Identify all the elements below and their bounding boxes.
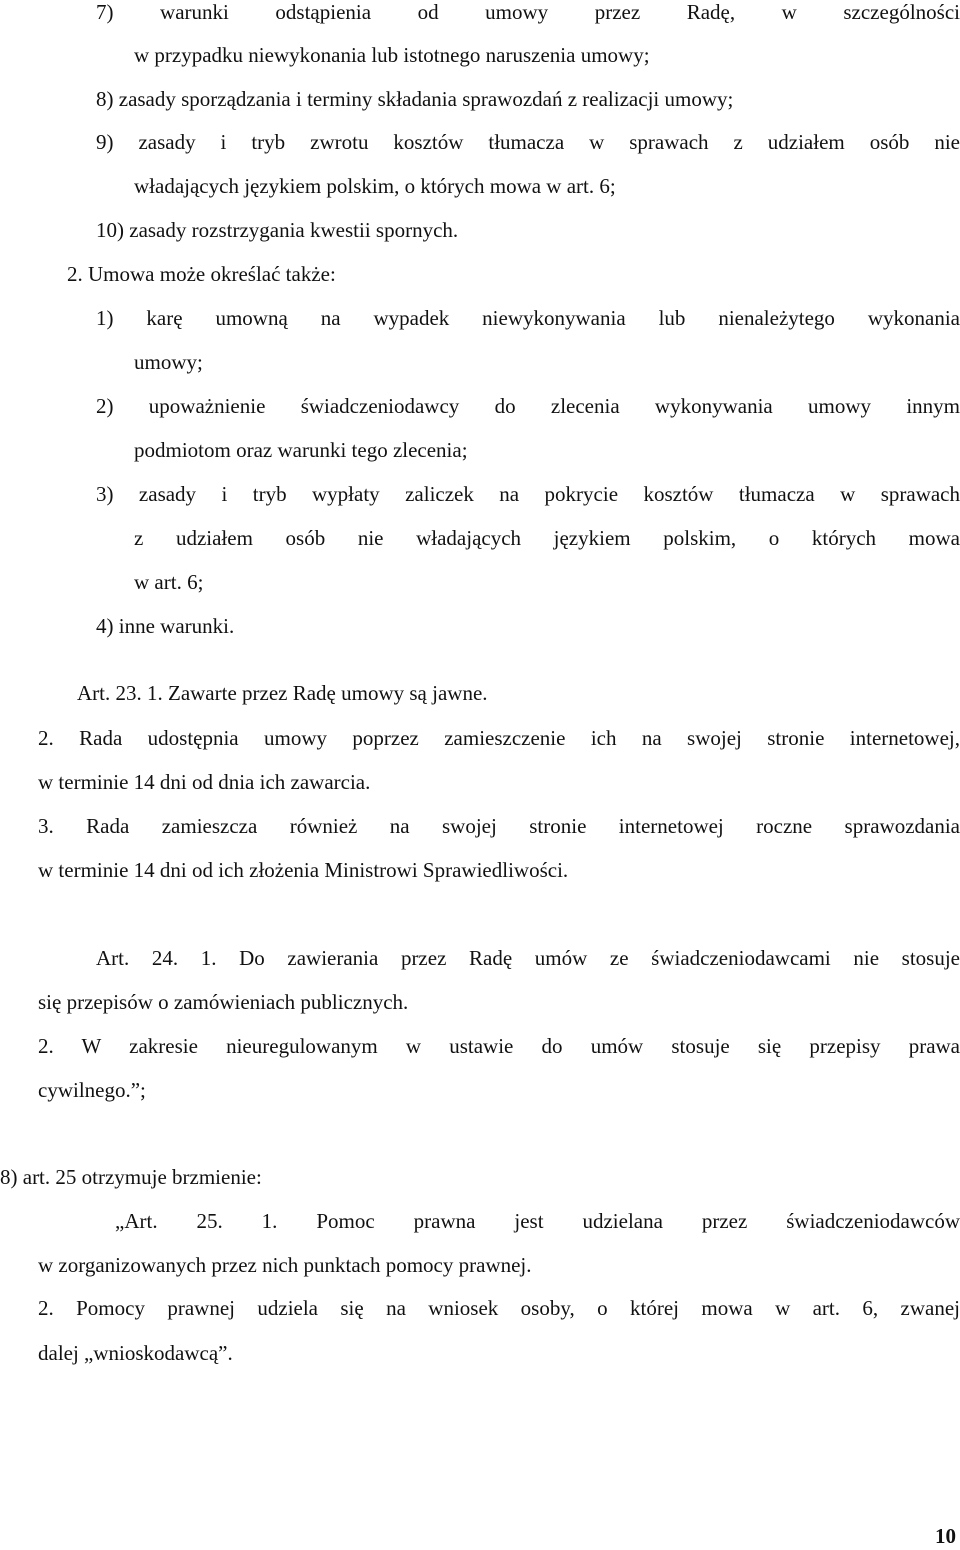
text-line: cywilnego.”; — [38, 1078, 146, 1102]
text-line: 2. Pomocy prawnej udziela się na wniosek osoby, o której mowa w art. 6, zwanej — [38, 1296, 960, 1320]
text-line: Art. 23. 1. Zawarte przez Radę umowy są jawne. — [77, 681, 488, 705]
text-line: dalej „wnioskodawcą”. — [38, 1341, 233, 1365]
text-line: Art. 24. 1. Do zawierania przez Radę umów ze świadczeniodawcami nie stosuje — [96, 946, 960, 970]
text-line: 8) zasady sporządzania i terminy składania sprawozdań z realizacji umowy; — [96, 87, 734, 111]
text-line: 3) zasady i tryb wypłaty zaliczek na pokrycie kosztów tłumacza w sprawach — [96, 482, 960, 506]
text-line: w terminie 14 dni od ich złożenia Ministrowi Sprawiedliwości. — [38, 858, 569, 882]
text-line: 2. Umowa może określać także: — [67, 262, 336, 286]
text-line: 2. Rada udostępnia umowy poprzez zamieszczenie ich na swojej stronie internetowej, — [38, 726, 960, 750]
page-number: 10 — [935, 1524, 956, 1548]
text-line: władających językiem polskim, o których mowa w art. 6; — [134, 174, 616, 198]
text-line: w zorganizowanych przez nich punktach pomocy prawnej. — [38, 1253, 532, 1277]
text-line: w terminie 14 dni od dnia ich zawarcia. — [38, 770, 371, 794]
text-line: 4) inne warunki. — [96, 614, 235, 638]
text-line: z udziałem osób nie władających językiem polskim, o których mowa — [134, 526, 960, 550]
text-line: 1) karę umowną na wypadek niewykonywania lub nienależytego wykonania — [96, 306, 960, 330]
text-line: 2) upoważnienie świadczeniodawcy do zlecenia wykonywania umowy innym — [96, 394, 960, 418]
text-line: 3. Rada zamieszcza również na swojej stronie internetowej roczne sprawozdania — [38, 814, 960, 838]
text-line: 7) warunki odstąpienia od umowy przez Radę, w szczególności — [96, 0, 960, 24]
text-line: 10) zasady rozstrzygania kwestii spornych. — [96, 218, 459, 242]
text-line: umowy; — [134, 350, 203, 374]
text-line: 9) zasady i tryb zwrotu kosztów tłumacza w sprawach z udziałem osób nie — [96, 130, 960, 154]
text-line: „Art. 25. 1. Pomoc prawna jest udzielana przez świadczeniodawców — [115, 1209, 960, 1233]
text-line: się przepisów o zamówieniach publicznych. — [38, 990, 409, 1014]
text-line: 8) art. 25 otrzymuje brzmienie: — [0, 1165, 262, 1189]
text-line: w przypadku niewykonania lub istotnego naruszenia umowy; — [134, 43, 650, 67]
text-line: 2. W zakresie nieuregulowanym w ustawie do umów stosuje się przepisy prawa — [38, 1034, 960, 1058]
text-line: w art. 6; — [134, 570, 204, 594]
text-line: podmiotom oraz warunki tego zlecenia; — [134, 438, 468, 462]
